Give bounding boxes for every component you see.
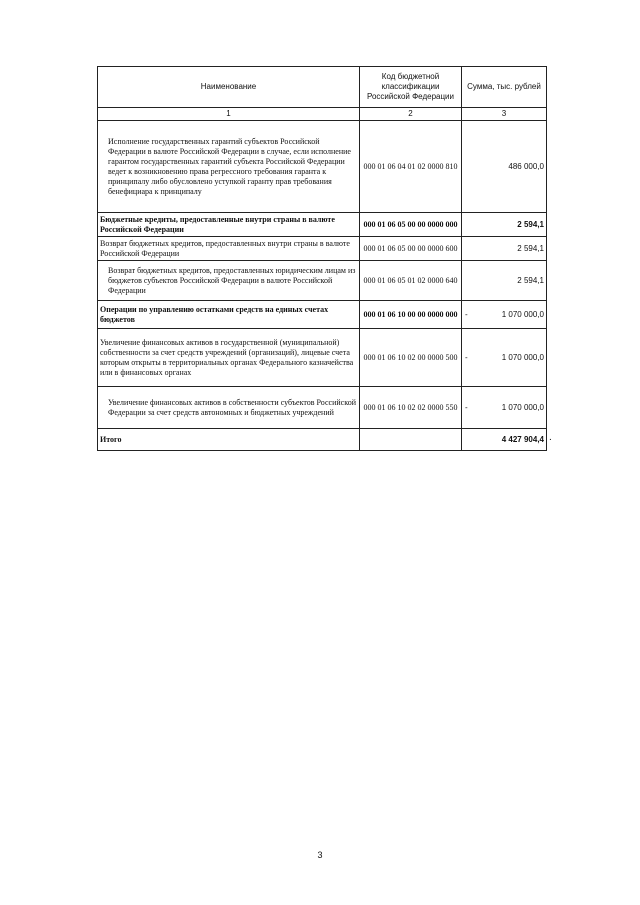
header-name: Наименование (98, 67, 360, 108)
table-row (98, 237, 547, 261)
row-sum (462, 261, 547, 301)
table-total-row (98, 429, 547, 451)
budget-sources-table (97, 66, 547, 451)
row-code: 000 01 06 10 02 02 0000 550 (360, 387, 462, 429)
row-name: Операции по управлению остатками средств на единых счетах бюджетов (98, 301, 360, 329)
row-name: Увеличение финансовых активов в государственной (муниципальной) собственности за счет средств учреждений (организаций), лицевые счета которым открыты в территориальных органах Федерального казначейства или в финансовых органах (98, 329, 360, 387)
table-row (98, 387, 547, 429)
row-name: Возврат бюджетных кредитов, предоставленных внутри страны в валюте Российской Федерации (98, 237, 360, 261)
row-code (360, 429, 462, 451)
row-code: 000 01 06 10 00 00 0000 000 (360, 301, 462, 329)
table-row (98, 213, 547, 237)
column-number-row (98, 108, 547, 121)
table-row (98, 329, 547, 387)
row-dash: - (465, 402, 468, 412)
row-code: 000 01 06 04 01 02 0000 810 (360, 121, 462, 213)
header-sum: Сумма, тыс. рублей (462, 67, 547, 108)
row-code: 000 01 06 10 02 00 0000 500 (360, 329, 462, 387)
row-sum-value: 2 594,1 (517, 219, 544, 229)
row-name: Бюджетные кредиты, предоставленные внутри страны в валюте Российской Федерации (98, 213, 360, 237)
table-row (98, 261, 547, 301)
row-sum (462, 301, 547, 329)
row-code: 000 01 06 05 00 00 0000 000 (360, 213, 462, 237)
column-number: 2 (360, 108, 462, 121)
row-name: Исполнение государственных гарантий субъектов Российской Федерации в валюте Российской Федерации в случае, если исполнение гарантом государственных гарантий субъекта Российской Федерации ведет к возникновению права регрессного требования гаранта к принципалу либо обусловлено уступкой гаранту прав требования бенефициара к принципалу (98, 121, 360, 213)
page-number: 3 (317, 850, 323, 860)
row-sum-value: 4 427 904,4 (501, 434, 544, 444)
row-name: Увеличение финансовых активов в собственности субъектов Российской Федерации за счет средств автономных и бюджетных учреждений (98, 387, 360, 429)
row-sum-value: 2 594,1 (517, 243, 544, 253)
row-sum-value: 1 070 000,0 (501, 309, 544, 319)
row-code: 000 01 06 05 01 02 0000 640 (360, 261, 462, 301)
row-sum-value: 486 000,0 (508, 161, 544, 171)
column-number: 1 (98, 108, 360, 121)
table-row (98, 121, 547, 213)
table-header-row (98, 67, 547, 108)
table-row (98, 301, 547, 329)
trailing-mark: . (549, 432, 552, 443)
row-name: Итого (98, 429, 360, 451)
row-sum (462, 429, 547, 451)
row-dash: - (465, 309, 468, 319)
row-dash: - (465, 352, 468, 362)
header-code: Код бюджетной классификации Российской Федерации (360, 67, 462, 108)
row-sum-value: 1 070 000,0 (501, 352, 544, 362)
row-sum (462, 237, 547, 261)
row-sum-value: 2 594,1 (517, 275, 544, 285)
row-sum (462, 329, 547, 387)
column-number: 3 (462, 108, 547, 121)
row-sum (462, 213, 547, 237)
row-sum-value: 1 070 000,0 (501, 402, 544, 412)
row-sum (462, 121, 547, 213)
row-code: 000 01 06 05 00 00 0000 600 (360, 237, 462, 261)
row-name: Возврат бюджетных кредитов, предоставленных юридическим лицам из бюджетов субъектов Российской Федерации в валюте Российской Федерации (98, 261, 360, 301)
row-sum (462, 387, 547, 429)
